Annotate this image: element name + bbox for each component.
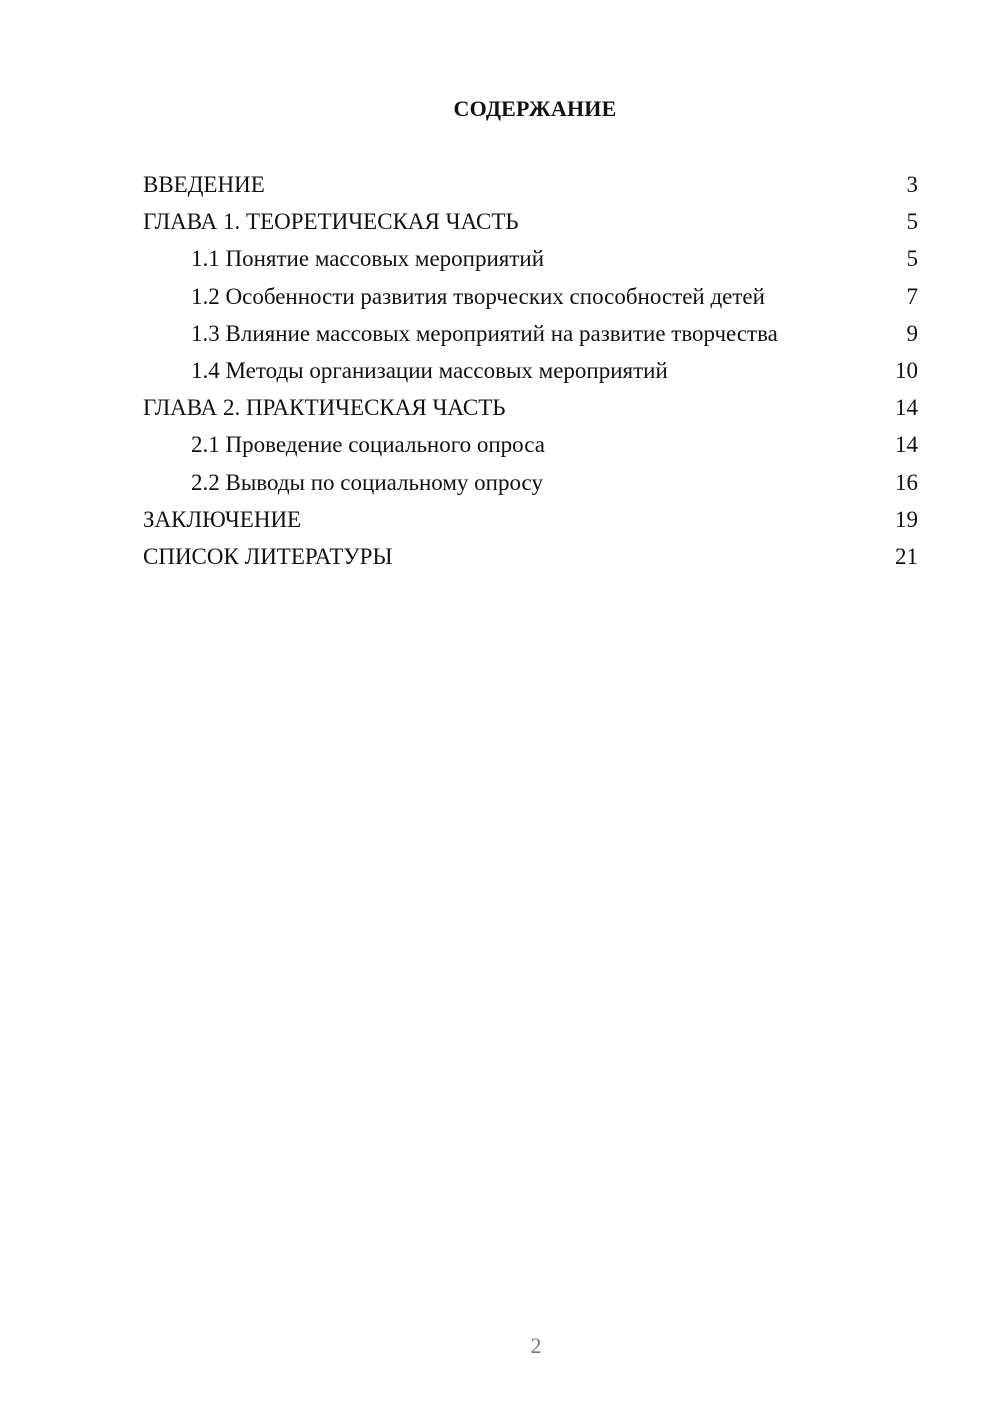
- toc-item-page: 3: [906, 172, 918, 197]
- toc-item-label: ВВЕДЕНИЕ: [143, 172, 265, 197]
- toc-item-label: 1.3 Влияние массовых мероприятий на развитие творчества: [191, 320, 778, 346]
- toc-item-label: СПИСОК ЛИТЕРАТУРЫ: [143, 543, 393, 569]
- toc-item-section-1-3[interactable]: [143, 315, 918, 352]
- toc-item-section-1-2[interactable]: [143, 278, 918, 315]
- toc-item-label: 1.1 Понятие массовых мероприятий: [191, 246, 545, 272]
- toc-item-page: 21: [895, 543, 918, 569]
- toc-item-conclusion[interactable]: [143, 501, 918, 538]
- toc-item-label: ГЛАВА 1. ТЕОРЕТИЧЕСКАЯ ЧАСТЬ: [143, 209, 519, 235]
- toc-item-page: 19: [895, 506, 918, 532]
- toc-item-label: ЗАКЛЮЧЕНИЕ: [143, 506, 302, 532]
- toc-item-label: 1.2 Особенности развития творческих способностей детей: [191, 283, 765, 309]
- toc-item-label: 1.4 Методы организации массовых мероприятий: [191, 357, 668, 383]
- toc-item-page: 9: [906, 320, 918, 346]
- toc-item-page: 7: [906, 283, 918, 309]
- toc-item-chapter-2[interactable]: [143, 389, 918, 426]
- toc-title: СОДЕРЖАНИЕ: [453, 96, 617, 121]
- toc-item-page: 5: [906, 209, 918, 235]
- toc-item-chapter-1[interactable]: [143, 203, 918, 240]
- toc-item-page: 16: [895, 469, 918, 495]
- toc-item-label: ГЛАВА 2. ПРАКТИЧЕСКАЯ ЧАСТЬ: [143, 395, 506, 421]
- toc-item-section-1-4[interactable]: [143, 352, 918, 389]
- toc-item-section-2-1[interactable]: [143, 426, 918, 463]
- toc-item-label: 2.1 Проведение социального опроса: [191, 432, 545, 458]
- table-of-contents: [143, 166, 918, 575]
- toc-item-page: 14: [895, 432, 918, 458]
- toc-item-label: 2.2 Выводы по социальному опросу: [191, 469, 543, 495]
- page-number: 2: [530, 1333, 542, 1358]
- toc-item-introduction[interactable]: [143, 166, 918, 203]
- toc-item-page: 10: [895, 357, 918, 383]
- toc-item-page: 14: [895, 395, 918, 421]
- toc-item-section-1-1[interactable]: [143, 240, 918, 277]
- toc-item-page: 5: [906, 246, 918, 272]
- toc-item-references[interactable]: [143, 538, 918, 575]
- toc-item-section-2-2[interactable]: [143, 464, 918, 501]
